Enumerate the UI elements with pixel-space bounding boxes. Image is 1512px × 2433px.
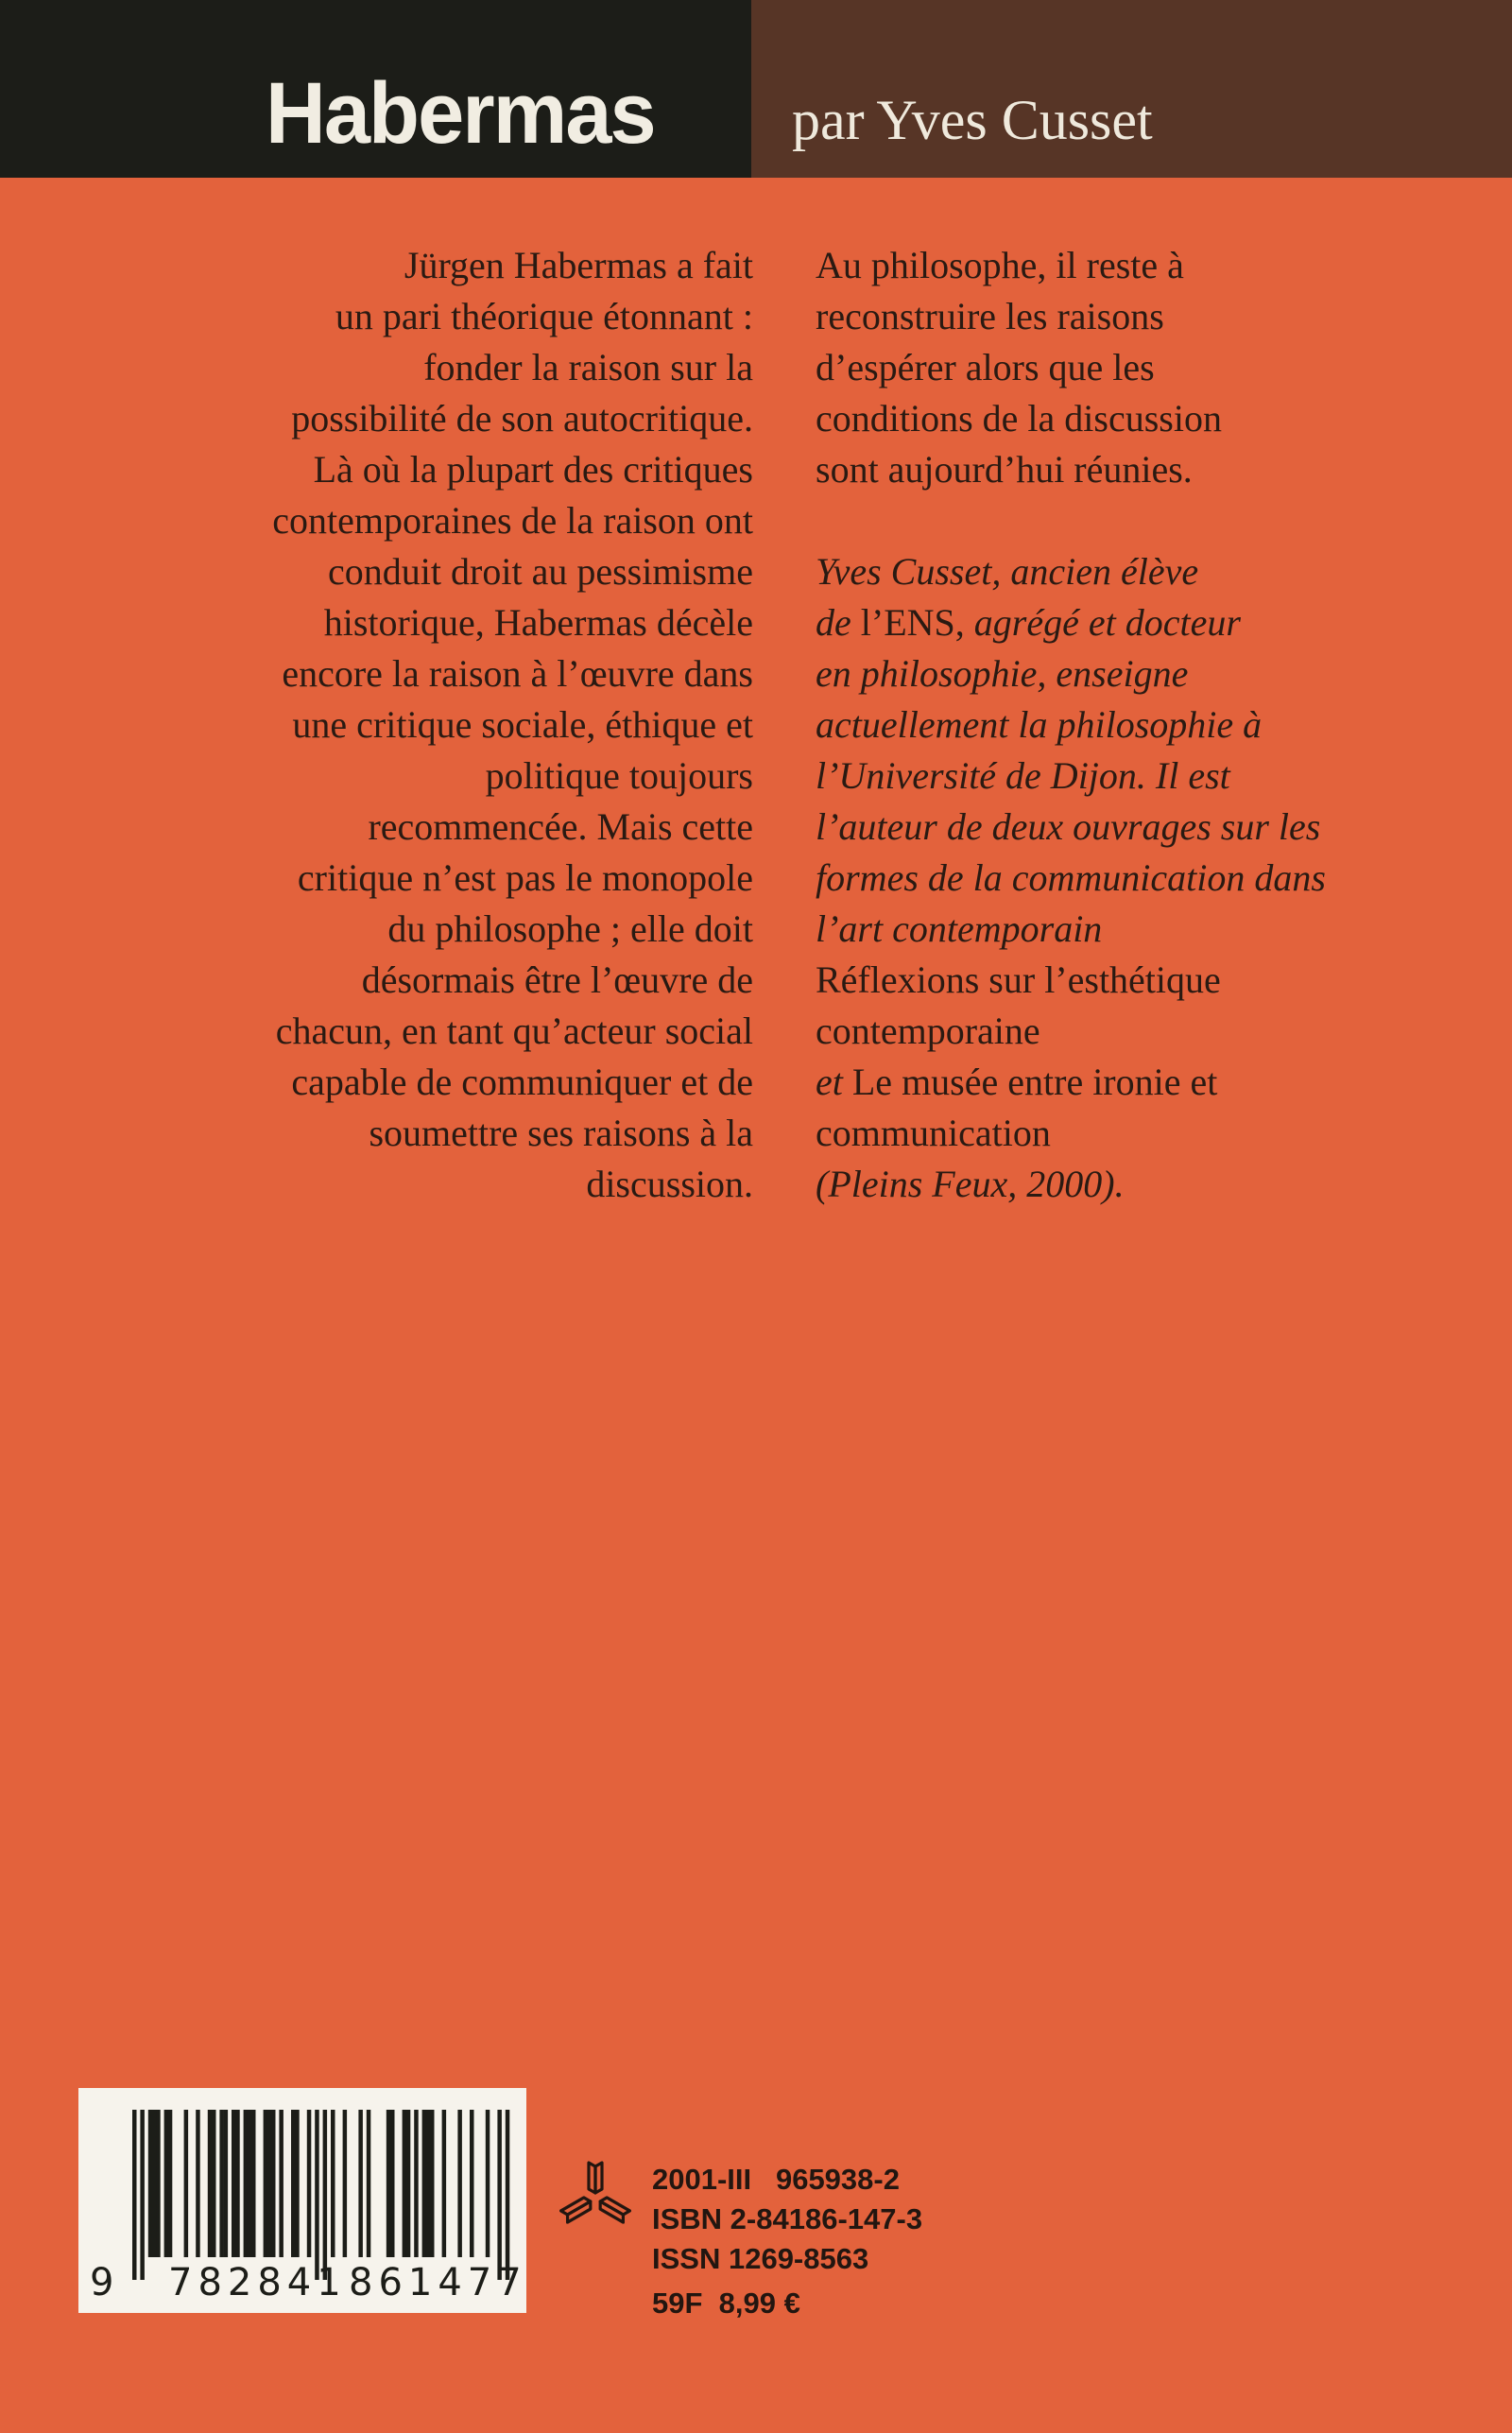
barcode-digits-left: 782841 [168, 2261, 347, 2304]
blurb-line: Au philosophe, il reste à [816, 244, 1184, 286]
book-title-line: communication [816, 1112, 1051, 1154]
blurb-line: politique toujours [485, 754, 753, 797]
bio-line [816, 1057, 1383, 1108]
blurb-line: un pari théorique étonnant : [335, 295, 753, 337]
blurb-line: capable de communiquer et de [291, 1061, 753, 1103]
bio-line [816, 597, 1383, 648]
blurb-line: possibilité de son autocritique. [291, 397, 753, 440]
blurb-line: soumettre ses raisons à la [369, 1112, 753, 1154]
barcode-digits [78, 2088, 526, 2313]
barcode-digit-first: 9 [90, 2261, 120, 2304]
blurb-line: conduit droit au pessimisme [328, 550, 753, 593]
blurb-line: recommencée. Mais cette [368, 805, 753, 848]
bio-text: et [816, 1061, 843, 1103]
blurb-line: fonder la raison sur la [423, 346, 753, 388]
book-title: Habermas [266, 65, 655, 162]
blurb-line: du philosophe ; elle doit [387, 907, 753, 950]
barcode [78, 2088, 526, 2313]
blurb-line: critique n’est pas le monopole [297, 856, 753, 899]
blurb-right-column [816, 240, 1383, 1210]
isbn: ISBN 2-84186-147-3 [652, 2202, 923, 2235]
blurb-line: conditions de la discussion [816, 397, 1222, 440]
price: 59F 8,99 € [652, 2286, 800, 2320]
blurb-line: discussion. [586, 1163, 753, 1205]
blurb-line: historique, Habermas décèle [323, 601, 753, 644]
legal-deposit-number: 2001-III 965938-2 [652, 2163, 900, 2196]
bio-line: l’art contemporain [816, 907, 1103, 950]
cover-header [0, 0, 1512, 178]
three-books-logo-icon [559, 2161, 631, 2233]
bio-line: formes de la communication dans [816, 856, 1326, 899]
paragraph-spacer [816, 495, 1383, 546]
blurb-line: d’espérer alors que les [816, 346, 1155, 388]
blurb-line: Là où la plupart des critiques [313, 448, 753, 491]
blurb-left-column [142, 240, 753, 1210]
blurb-line: chacun, en tant qu’acteur social [275, 1009, 753, 1052]
blurb-line: sont aujourd’hui réunies. [816, 448, 1193, 491]
blurb-line: contemporaines de la raison ont [272, 499, 753, 542]
book-title-text: Le musée entre ironie et [842, 1061, 1218, 1103]
bio-line: en philosophie, enseigne [816, 652, 1189, 695]
bio-line: l’Université de Dijon. Il est [816, 754, 1230, 797]
bio-text-ens: l’ENS, [860, 601, 965, 644]
blurb-line: encore la raison à l’œuvre dans [282, 652, 753, 695]
blurb-line: reconstruire les raisons [816, 295, 1164, 337]
book-title-line: contemporaine [816, 1009, 1040, 1052]
blurb-line: une critique sociale, éthique et [292, 703, 753, 746]
barcode-digits-right: 861477 [349, 2261, 527, 2304]
blurb-line: désormais être l’œuvre de [361, 958, 753, 1001]
issn: ISSN 1269-8563 [652, 2242, 869, 2275]
bio-text: de [816, 601, 861, 644]
author-byline: par Yves Cusset [792, 89, 1153, 151]
bio-line: l’auteur de deux ouvrages sur les [816, 805, 1321, 848]
publisher-reference: (Pleins Feux, 2000). [816, 1163, 1125, 1205]
bio-text: agrégé et docteur [964, 601, 1241, 644]
book-title-line: Réflexions sur l’esthétique [816, 958, 1221, 1001]
blurb-line: Jürgen Habermas a fait [404, 244, 753, 286]
author-bio [816, 546, 1383, 1210]
bio-line: actuellement la philosophie à [816, 703, 1263, 746]
publication-info [652, 2160, 922, 2323]
bio-line: Yves Cusset, ancien élève [816, 550, 1199, 593]
